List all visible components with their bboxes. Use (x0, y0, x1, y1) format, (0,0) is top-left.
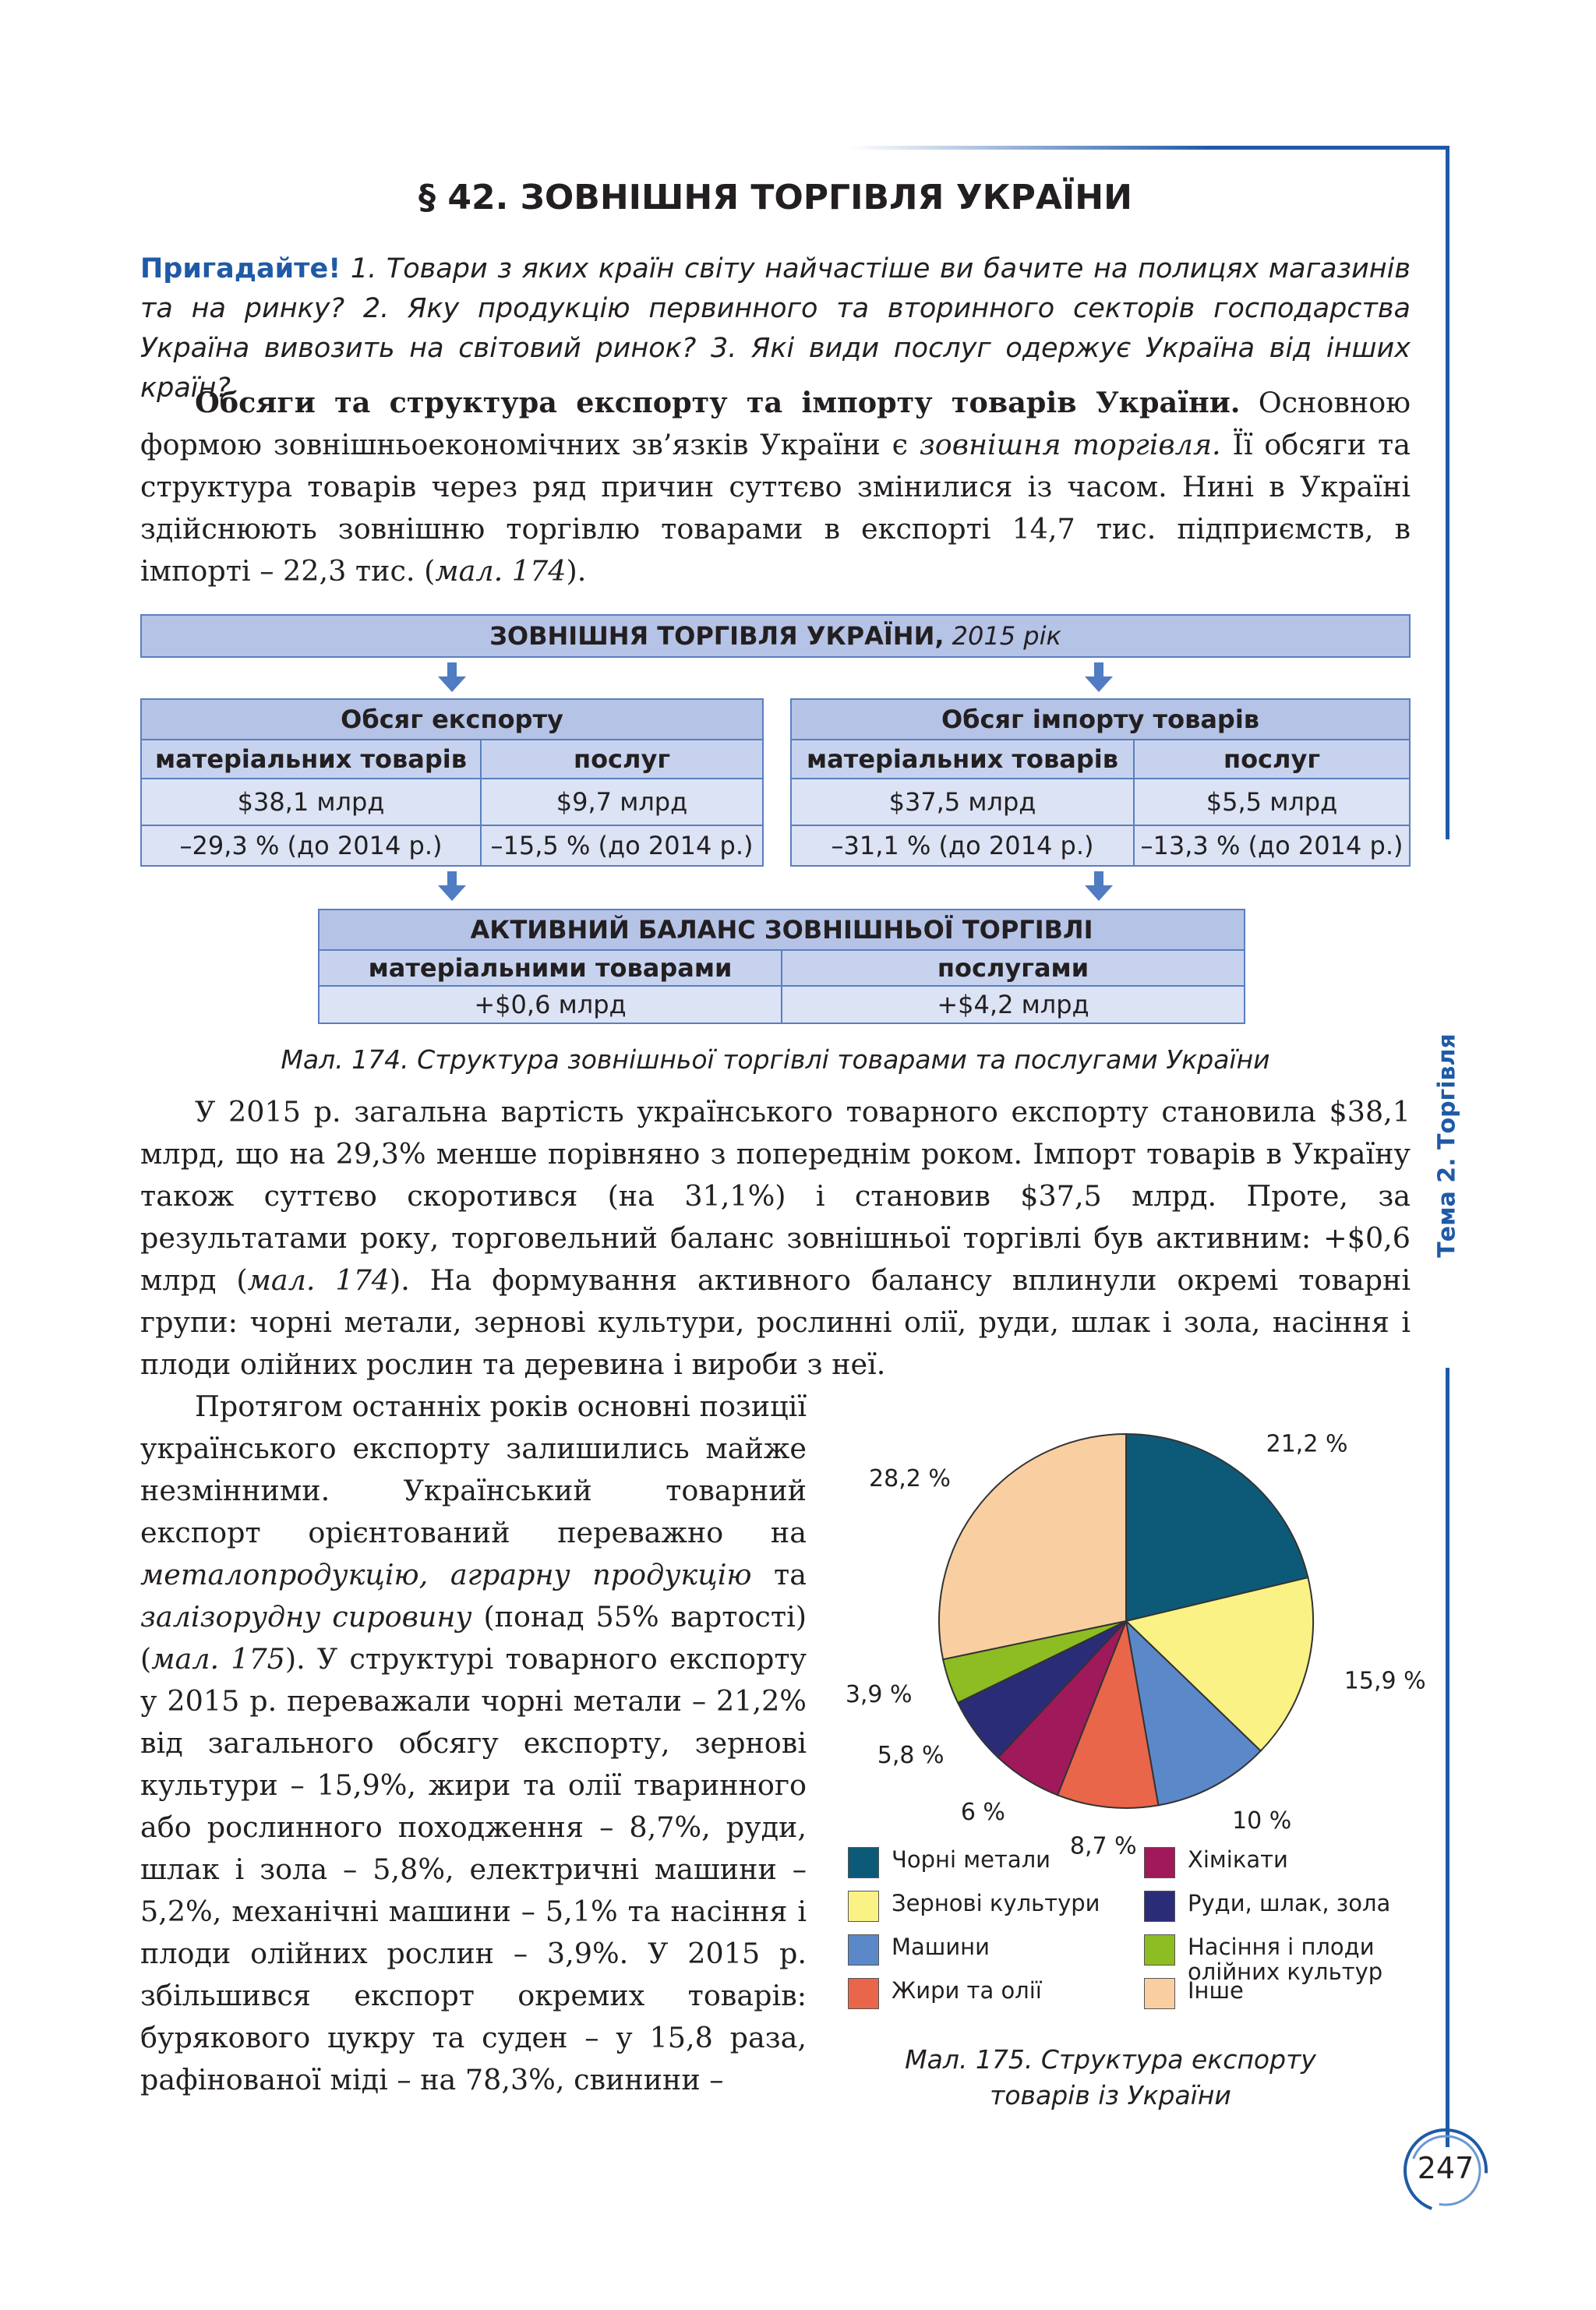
legend-swatch (848, 1934, 879, 1966)
legend-swatch (848, 1847, 879, 1878)
paragraph-text: Її обсяги та структура товарів через ряд причин суттєво змінилися із часом. Нині в Україні здійснюють зовнішню торгівлю товарами в експорті 14,7 тис. підприємств, в імпорті – 22,3 тис. ( (140, 428, 1411, 588)
balance-col-goods: матеріальними товарами (318, 949, 782, 987)
export-services-change: –15,5 % (до 2014 р.) (480, 825, 764, 867)
pie-slice-label: 8,7 % (1069, 1832, 1137, 1860)
legend-item (848, 1978, 1105, 2009)
pie-slice-label: 21,2 % (1266, 1430, 1348, 1458)
export-goods-value: $38,1 млрд (140, 778, 482, 826)
paragraph-text: ). У структурі товарного експорту у 2015 р. переважали чорні метали – 21,2% від загального обсягу експорту, зернові культури – 15,9%, жири та олії тваринного або рослинного походження – 8,7%, руди, шлак і зола – 5,8%, електричні машини – 5,2%, механічні машини – 5,1% та насіння і плоди олійних рослин – 3,9%. У 2015 р. збільшився експорт окремих товарів: бурякового цукру та суден – у 15,8 раза, рафінованої міді – на 78,3%, свинини – (140, 1642, 807, 2096)
legend-item (1144, 1978, 1401, 2009)
term-italic: зовнішня торгівля. (919, 428, 1221, 461)
pie-slice-label: 28,2 % (869, 1465, 951, 1493)
term-italic: металопродукцію, аграрну продукцію (140, 1558, 752, 1591)
paragraph-text: Основною формою зовнішньоекономічних зв’язків України є (140, 386, 1411, 461)
export-services-value: $9,7 млрд (480, 778, 764, 826)
pie-slice-label: 6 % (960, 1799, 1005, 1827)
import-col-services: послуг (1133, 739, 1411, 779)
balance-services-value: +$4,2 млрд (781, 985, 1245, 1024)
paragraph-text: та (751, 1558, 807, 1591)
legend-item (1144, 1934, 1401, 1984)
pie-slice-label: 3,9 % (845, 1680, 913, 1708)
import-services-value: $5,5 млрд (1133, 778, 1411, 826)
legend-label: Жири та олії (892, 1977, 1042, 2004)
export-col-services: послуг (480, 739, 764, 779)
legend-label: Інше (1188, 1977, 1244, 2004)
top-decor-rule (849, 146, 1449, 150)
pie-slice-label: 5,8 % (877, 1742, 945, 1770)
figure-ref: мал. 174 (435, 554, 567, 588)
side-topic-text: Тема 2. Торгівля (1433, 1033, 1461, 1258)
legend-item (848, 1934, 1105, 1966)
term-italic: залізорудну сировину (140, 1600, 472, 1634)
scheme-title-bar (140, 614, 1411, 658)
scheme-title: ЗОВНІШНЯ ТОРГІВЛЯ УКРАЇНИ, (489, 621, 945, 651)
import-services-change: –13,3 % (до 2014 р.) (1133, 825, 1411, 867)
paragraph-text: (понад 55% вартості) ( (140, 1600, 807, 1676)
side-topic-label (1433, 982, 1461, 1309)
export-title: Обсяг експорту (140, 698, 764, 740)
pie-slice (939, 1434, 1126, 1659)
legend-item (1144, 1847, 1401, 1878)
recall-text: 1. Товари з яких країн світу найчастіше ви бачите на полицях магазинів та на ринку? 2. Яку продукцію первинного та вторинного секторів господарства Україна вивозить на світовий ринок? 3. Які види послуг одержує Україна від інших країн? (140, 253, 1411, 404)
import-goods-value: $37,5 млрд (790, 778, 1135, 826)
paragraph-text: Протягом останніх років основні позиції українського експорту залишились майже незмінними. Український товарний експорт орієнтований переважно на (140, 1390, 807, 1549)
pie-slice-label: 10 % (1232, 1807, 1292, 1835)
recall-label: Пригадайте! (140, 253, 341, 284)
right-decor-rule-bottom (1446, 1368, 1449, 2147)
legend-label: Хімікати (1188, 1846, 1288, 1873)
figure-174-caption: Мал. 174. Структура зовнішньої торгівлі товарами та послугами України (281, 1044, 1270, 1075)
scheme-year: 2015 рік (944, 621, 1061, 651)
legend-swatch (848, 1978, 879, 2009)
paragraph-text: ). На формування активного балансу вплинули окремі товарні групи: чорні метали, зернові культури, рослинні олії, руди, шлак і зола, насіння і плоди олійних рослин та деревина і вироби з неї. (140, 1263, 1411, 1381)
right-decor-rule-top (1446, 146, 1449, 839)
figure-175-caption-line1: Мал. 175. Структура експорту (905, 2044, 1316, 2075)
page-number: 247 (1417, 2151, 1474, 2185)
paragraph-1 (140, 382, 1411, 592)
import-goods-change: –31,1 % (до 2014 р.) (790, 825, 1135, 867)
legend-swatch (848, 1891, 879, 1922)
paragraph-text: У 2015 р. загальна вартість українського товарного експорту становила $38,1 млрд, що на 29,3% менше порівняно з попереднім роком. Імпорт товарів в Україну також суттєво скоротився (на 31,1%) і становив $37,5 млрд. Проте, за результатами року, торговельний баланс зовнішньої торгівлі був активним: +$0,6 млрд ( (140, 1095, 1411, 1297)
balance-goods-value: +$0,6 млрд (318, 985, 782, 1024)
figure-ref: мал. 175 (151, 1642, 285, 1676)
legend-label: Зернові культури (892, 1890, 1100, 1916)
export-goods-change: –29,3 % (до 2014 р.) (140, 825, 482, 867)
legend-item (848, 1891, 1105, 1922)
legend-swatch (1144, 1847, 1175, 1878)
figure-175-caption-line2: товарів із України (990, 2080, 1231, 2110)
paragraph-heading: Обсяги та структура експорту та імпорту товарів України. (195, 386, 1241, 419)
legend-item (848, 1847, 1105, 1878)
pie-slice-label: 15,9 % (1344, 1667, 1426, 1695)
legend-label: Руди, шлак, зола (1188, 1890, 1391, 1916)
export-col-goods: матеріальних товарів (140, 739, 482, 779)
legend-label: Машини (892, 1934, 990, 1960)
section-title: § 42. ЗОВНІШНЯ ТОРГІВЛЯ УКРАЇНИ (418, 178, 1132, 217)
paragraph-text: ). (566, 554, 587, 588)
legend-item (1144, 1891, 1401, 1922)
figure-ref: мал. 174 (247, 1263, 390, 1297)
legend-label: Насіння і плоди олійних культур (1188, 1934, 1383, 1985)
balance-title: АКТИВНИЙ БАЛАНС ЗОВНІШНЬОЇ ТОРГІВЛІ (318, 909, 1245, 951)
paragraph-3 (140, 1386, 807, 2101)
legend-swatch (1144, 1978, 1175, 2009)
legend-label: Чорні метали (892, 1846, 1051, 1873)
figure-175-caption (849, 2042, 1372, 2114)
legend-swatch (1144, 1891, 1175, 1922)
balance-col-services: послугами (781, 949, 1245, 987)
import-col-goods: матеріальних товарів (790, 739, 1135, 779)
paragraph-2 (140, 1091, 1411, 1386)
import-title: Обсяг імпорту товарів (790, 698, 1411, 740)
legend-swatch (1144, 1934, 1175, 1966)
